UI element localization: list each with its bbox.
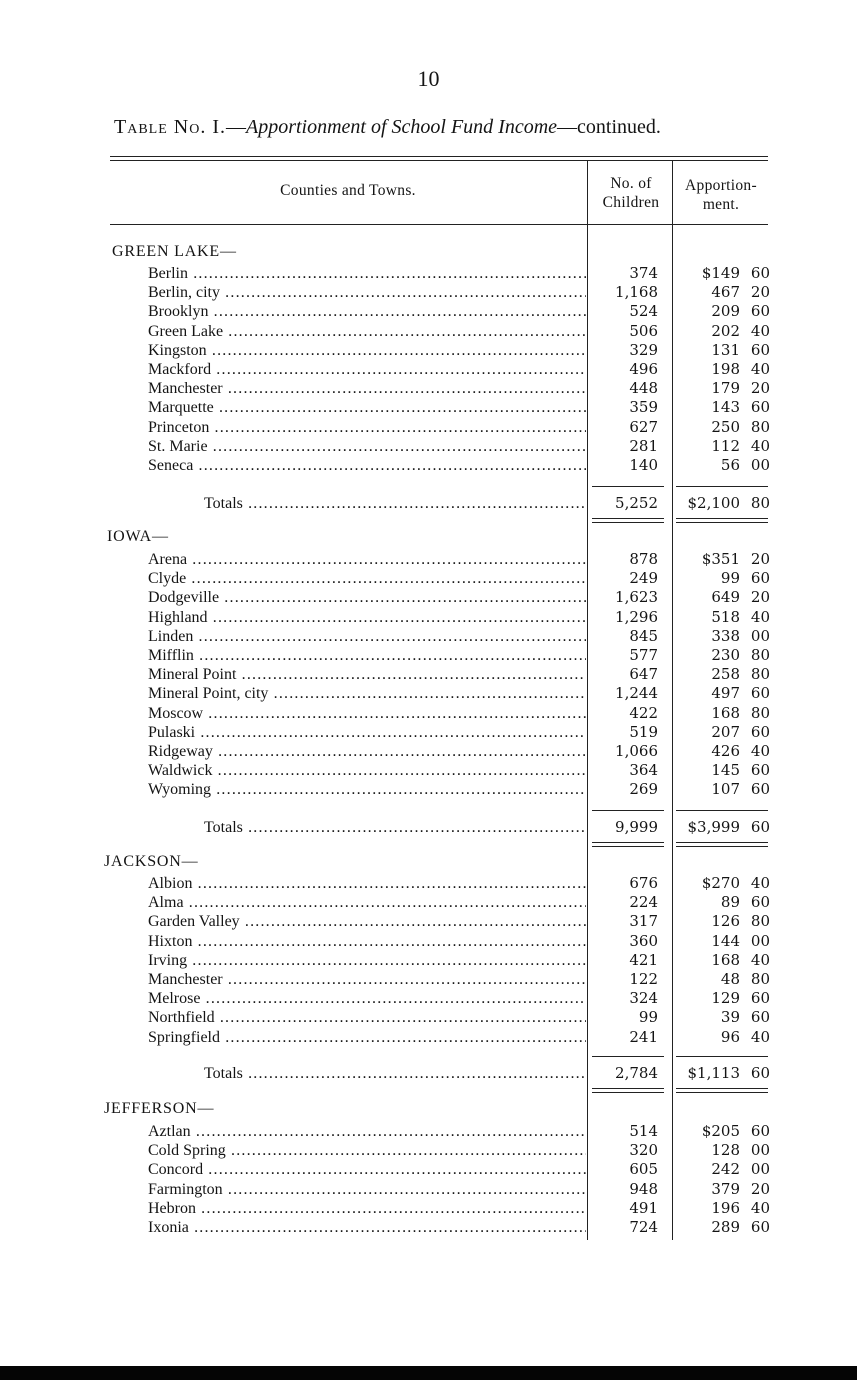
children-count: 524 — [629, 302, 658, 321]
apportionment-cents: 20 — [750, 550, 770, 568]
table-row — [0, 780, 857, 799]
apportionment-dollars: 202 — [711, 321, 740, 340]
children-count: 140 — [629, 456, 658, 474]
totals-children: 2,784 — [615, 1064, 658, 1082]
apportionment-cents: 20 — [750, 379, 770, 398]
town-name: Seneca ..... — [148, 456, 586, 475]
children-count: 605 — [629, 1160, 658, 1179]
apportionment-dollars: $351 — [701, 550, 740, 568]
children-count: 421 — [629, 950, 658, 969]
apportionment-dollars: 467 — [711, 283, 740, 302]
town-name: Irving ..... — [148, 951, 586, 970]
town-name: Hixton ..... — [148, 932, 586, 951]
apportionment-cents: 40 — [750, 874, 770, 892]
county-heading: GREEN LAKE— — [112, 243, 237, 260]
apportionment-cents: 80 — [750, 665, 770, 684]
apportionment-cents: 80 — [750, 970, 770, 988]
town-name: Dodgeville ..... — [148, 588, 586, 607]
table-row — [0, 569, 857, 588]
column-header-children — [590, 174, 672, 212]
town-name: Clyde ..... — [148, 569, 586, 588]
apportionment-cents: 20 — [750, 588, 770, 607]
children-count: 948 — [629, 1179, 658, 1198]
table-row — [0, 665, 857, 684]
apportionment-cents: 40 — [750, 742, 770, 760]
apportionment-dollars: 250 — [711, 417, 740, 436]
totals-label: Totals ..... — [204, 1064, 584, 1083]
apportionment-cents: 40 — [750, 950, 770, 969]
table-row — [0, 951, 857, 970]
totals-rule-children — [592, 810, 664, 811]
town-name: Princeton ..... — [148, 418, 586, 437]
apportionment-cents: 60 — [750, 569, 770, 588]
children-count: 724 — [629, 1218, 658, 1236]
apportionment-cents: 60 — [750, 893, 770, 912]
table-row — [0, 283, 857, 302]
town-name: Concord ..... — [148, 1160, 586, 1179]
totals-label: Totals ..... — [204, 494, 584, 513]
totals-double-rule-children — [592, 842, 664, 847]
town-name: Mineral Point, city ..... — [148, 684, 586, 703]
town-name: Manchester ..... — [148, 970, 586, 989]
apportionment-dollars: 168 — [711, 950, 740, 969]
apportionment-dollars: 338 — [711, 626, 740, 645]
children-count: 1,296 — [615, 607, 658, 626]
children-count: 1,623 — [615, 588, 658, 607]
table-row — [0, 912, 857, 931]
apportionment-dollars: 196 — [711, 1198, 740, 1217]
town-name: Farmington ..... — [148, 1180, 586, 1199]
apportionment-cents: 00 — [750, 1160, 770, 1179]
town-name: Brooklyn ..... — [148, 302, 586, 321]
town-name: Hebron ..... — [148, 1199, 586, 1218]
apportionment-dollars: 518 — [711, 607, 740, 626]
apportionment-cents: 80 — [750, 646, 770, 664]
apportionment-cents: 80 — [750, 703, 770, 722]
apportionment-dollars: 209 — [711, 302, 740, 321]
apportionment-cents: 40 — [750, 607, 770, 626]
totals-children: 5,252 — [615, 494, 658, 512]
apportionment-cents: 80 — [750, 417, 770, 436]
header-bottom-rule — [110, 224, 768, 225]
table-row — [0, 1180, 857, 1199]
children-count: 514 — [629, 1122, 658, 1140]
totals-double-rule-children — [592, 518, 664, 523]
table-row — [0, 322, 857, 341]
children-count: 249 — [629, 569, 658, 588]
children-count: 676 — [629, 874, 658, 892]
town-name: Arena ..... — [148, 550, 586, 569]
children-count: 627 — [629, 417, 658, 436]
table-row — [0, 742, 857, 761]
town-name: Berlin ..... — [148, 264, 586, 283]
children-count: 1,244 — [615, 684, 658, 703]
apportionment-dollars: 230 — [711, 646, 740, 664]
table-row — [0, 684, 857, 703]
table-label: Table No. I. — [114, 116, 226, 138]
apportionment-cents: 40 — [750, 436, 770, 455]
scan-edge-bar — [0, 1366, 857, 1380]
apportionment-cents: 60 — [750, 684, 770, 703]
children-count: 647 — [629, 665, 658, 684]
table-row — [0, 264, 857, 283]
table-row — [0, 989, 857, 1008]
town-name: Garden Valley ..... — [148, 912, 586, 931]
children-count: 122 — [629, 970, 658, 988]
title-dash: — — [225, 116, 246, 138]
apportionment-cents: 00 — [750, 1141, 770, 1160]
town-name: Melrose ..... — [148, 989, 586, 1008]
title-suffix: —continued. — [557, 116, 661, 138]
town-name: Waldwick ..... — [148, 761, 586, 780]
town-name: Northfield ..... — [148, 1008, 586, 1027]
town-name: Albion ..... — [148, 874, 586, 893]
table-row — [0, 456, 857, 475]
apportionment-dollars: 129 — [711, 989, 740, 1008]
apportionment-dollars: 107 — [711, 780, 740, 799]
column-header-towns: Counties and Towns. — [280, 182, 416, 199]
column-header-children-line1: No. of — [610, 175, 652, 192]
apportionment-dollars: 131 — [711, 340, 740, 359]
table-row — [0, 1008, 857, 1027]
apportionment-dollars: 379 — [711, 1179, 740, 1198]
totals-row — [0, 818, 857, 837]
apportionment-cents: 60 — [750, 340, 770, 359]
children-count: 99 — [638, 1008, 658, 1027]
children-count: 317 — [629, 912, 658, 931]
totals-double-rule-apportionment — [676, 1088, 768, 1093]
apportionment-cents: 40 — [750, 360, 770, 378]
apportionment-dollars: 112 — [711, 436, 740, 455]
table-row — [0, 932, 857, 951]
apportionment-cents: 60 — [750, 780, 770, 799]
table-row — [0, 893, 857, 912]
apportionment-cents: 60 — [750, 264, 770, 282]
children-count: 374 — [629, 264, 658, 282]
children-count: 1,168 — [615, 283, 658, 302]
column-header-children-line2: Children — [602, 194, 660, 211]
table-row — [0, 608, 857, 627]
table-row — [0, 1218, 857, 1237]
children-count: 496 — [629, 360, 658, 378]
table-row — [0, 704, 857, 723]
totals-dollars: $2,100 — [687, 494, 740, 512]
apportionment-dollars: 96 — [720, 1027, 740, 1046]
column-header-apportionment-line2: ment. — [702, 196, 740, 213]
apportionment-dollars: 649 — [711, 588, 740, 607]
table-row — [0, 437, 857, 456]
table-row — [0, 302, 857, 321]
apportionment-cents: 20 — [750, 283, 770, 302]
totals-dollars: $1,113 — [687, 1064, 740, 1082]
town-name: Moscow ..... — [148, 704, 586, 723]
county-heading: JEFFERSON— — [104, 1100, 215, 1117]
table-row — [0, 1122, 857, 1141]
apportionment-cents: 40 — [750, 1027, 770, 1046]
totals-cents: 80 — [750, 494, 770, 512]
apportionment-cents: 60 — [750, 722, 770, 741]
apportionment-cents: 60 — [750, 761, 770, 780]
apportionment-dollars: 179 — [711, 379, 740, 398]
apportionment-dollars: 145 — [711, 761, 740, 780]
town-name: Pulaski ..... — [148, 723, 586, 742]
apportionment-cents: 40 — [750, 321, 770, 340]
town-name: Linden ..... — [148, 627, 586, 646]
table-row — [0, 723, 857, 742]
apportionment-dollars: 126 — [711, 912, 740, 931]
apportionment-dollars: 56 — [720, 456, 740, 474]
totals-label: Totals ..... — [204, 818, 584, 837]
table-row — [0, 550, 857, 569]
apportionment-dollars: 89 — [720, 893, 740, 912]
children-count: 422 — [629, 703, 658, 722]
children-count: 448 — [629, 379, 658, 398]
apportionment-dollars: 168 — [711, 703, 740, 722]
table-row — [0, 761, 857, 780]
children-count: 320 — [629, 1141, 658, 1160]
apportionment-cents: 60 — [750, 1122, 770, 1140]
totals-rule-children — [592, 486, 664, 487]
table-title — [114, 116, 774, 139]
totals-cents: 60 — [750, 1064, 770, 1082]
town-name: Mineral Point ..... — [148, 665, 586, 684]
town-name: Cold Spring ..... — [148, 1141, 586, 1160]
town-name: Kingston ..... — [148, 341, 586, 360]
totals-double-rule-children — [592, 1088, 664, 1093]
apportionment-cents: 00 — [750, 931, 770, 950]
totals-dollars: $3,999 — [687, 818, 740, 836]
apportionment-dollars: $149 — [701, 264, 740, 282]
apportionment-dollars: 497 — [711, 684, 740, 703]
apportionment-dollars: 99 — [720, 569, 740, 588]
children-count: 878 — [629, 550, 658, 568]
totals-rule-children — [592, 1056, 664, 1057]
apportionment-cents: 60 — [750, 1218, 770, 1236]
town-name: Alma ..... — [148, 893, 586, 912]
apportionment-cents: 00 — [750, 626, 770, 645]
apportionment-dollars: 39 — [720, 1008, 740, 1027]
apportionment-dollars: 426 — [711, 742, 740, 760]
table-row — [0, 874, 857, 893]
children-count: 845 — [629, 626, 658, 645]
table-row — [0, 588, 857, 607]
totals-rule-apportionment — [676, 810, 768, 811]
table-row — [0, 341, 857, 360]
town-name: Mackford ..... — [148, 360, 586, 379]
children-count: 329 — [629, 340, 658, 359]
apportionment-dollars: 289 — [711, 1218, 740, 1236]
town-name: Berlin, city ..... — [148, 283, 586, 302]
children-count: 364 — [629, 761, 658, 780]
table-row — [0, 418, 857, 437]
apportionment-cents: 80 — [750, 912, 770, 931]
apportionment-dollars: 143 — [711, 398, 740, 417]
county-heading: IOWA— — [107, 528, 169, 545]
totals-double-rule-apportionment — [676, 842, 768, 847]
town-name: Ridgeway ..... — [148, 742, 586, 761]
apportionment-dollars: $270 — [701, 874, 740, 892]
apportionment-cents: 40 — [750, 1198, 770, 1217]
apportionment-dollars: 242 — [711, 1160, 740, 1179]
apportionment-dollars: 128 — [711, 1141, 740, 1160]
apportionment-cents: 60 — [750, 398, 770, 417]
table-row — [0, 627, 857, 646]
apportionment-cents: 20 — [750, 1179, 770, 1198]
totals-row — [0, 494, 857, 513]
table-row — [0, 379, 857, 398]
totals-row — [0, 1064, 857, 1083]
children-count: 491 — [629, 1198, 658, 1217]
children-count: 269 — [629, 780, 658, 799]
column-header-apportionment-line1: Apportion- — [685, 177, 757, 194]
table-row — [0, 1028, 857, 1047]
totals-rule-apportionment — [676, 486, 768, 487]
county-heading: JACKSON— — [104, 853, 199, 870]
apportionment-dollars: 48 — [720, 970, 740, 988]
table-row — [0, 646, 857, 665]
children-count: 506 — [629, 321, 658, 340]
town-name: St. Marie ..... — [148, 437, 586, 456]
town-name: Mifflin ..... — [148, 646, 586, 665]
town-name: Springfield ..... — [148, 1028, 586, 1047]
table-row — [0, 1160, 857, 1179]
table-caption: Apportionment of School Fund Income — [245, 116, 558, 138]
town-name: Manchester ..... — [148, 379, 586, 398]
apportionment-cents: 60 — [750, 302, 770, 321]
children-count: 241 — [629, 1027, 658, 1046]
children-count: 281 — [629, 436, 658, 455]
table-row — [0, 970, 857, 989]
apportionment-dollars: 258 — [711, 665, 740, 684]
page-number: 10 — [417, 66, 440, 91]
children-count: 519 — [629, 722, 658, 741]
apportionment-dollars: $205 — [701, 1122, 740, 1140]
apportionment-dollars: 144 — [711, 931, 740, 950]
header-top-rule — [110, 156, 768, 161]
totals-cents: 60 — [750, 818, 770, 836]
table-row — [0, 360, 857, 379]
apportionment-dollars: 198 — [711, 360, 740, 378]
children-count: 359 — [629, 398, 658, 417]
apportionment-cents: 60 — [750, 989, 770, 1008]
town-name: Aztlan ..... — [148, 1122, 586, 1141]
town-name: Wyoming ..... — [148, 780, 586, 799]
children-count: 1,066 — [615, 742, 658, 760]
table-row — [0, 1141, 857, 1160]
totals-children: 9,999 — [615, 818, 658, 836]
children-count: 360 — [629, 931, 658, 950]
children-count: 224 — [629, 893, 658, 912]
column-header-apportionment — [674, 176, 768, 214]
apportionment-cents: 00 — [750, 456, 770, 474]
town-name: Marquette ..... — [148, 398, 586, 417]
totals-double-rule-apportionment — [676, 518, 768, 523]
children-count: 324 — [629, 989, 658, 1008]
totals-rule-apportionment — [676, 1056, 768, 1057]
table-row — [0, 398, 857, 417]
children-count: 577 — [629, 646, 658, 664]
table-row — [0, 1199, 857, 1218]
town-name: Ixonia ..... — [148, 1218, 586, 1237]
apportionment-dollars: 207 — [711, 722, 740, 741]
apportionment-cents: 60 — [750, 1008, 770, 1027]
town-name: Green Lake ..... — [148, 322, 586, 341]
town-name: Highland ..... — [148, 608, 586, 627]
